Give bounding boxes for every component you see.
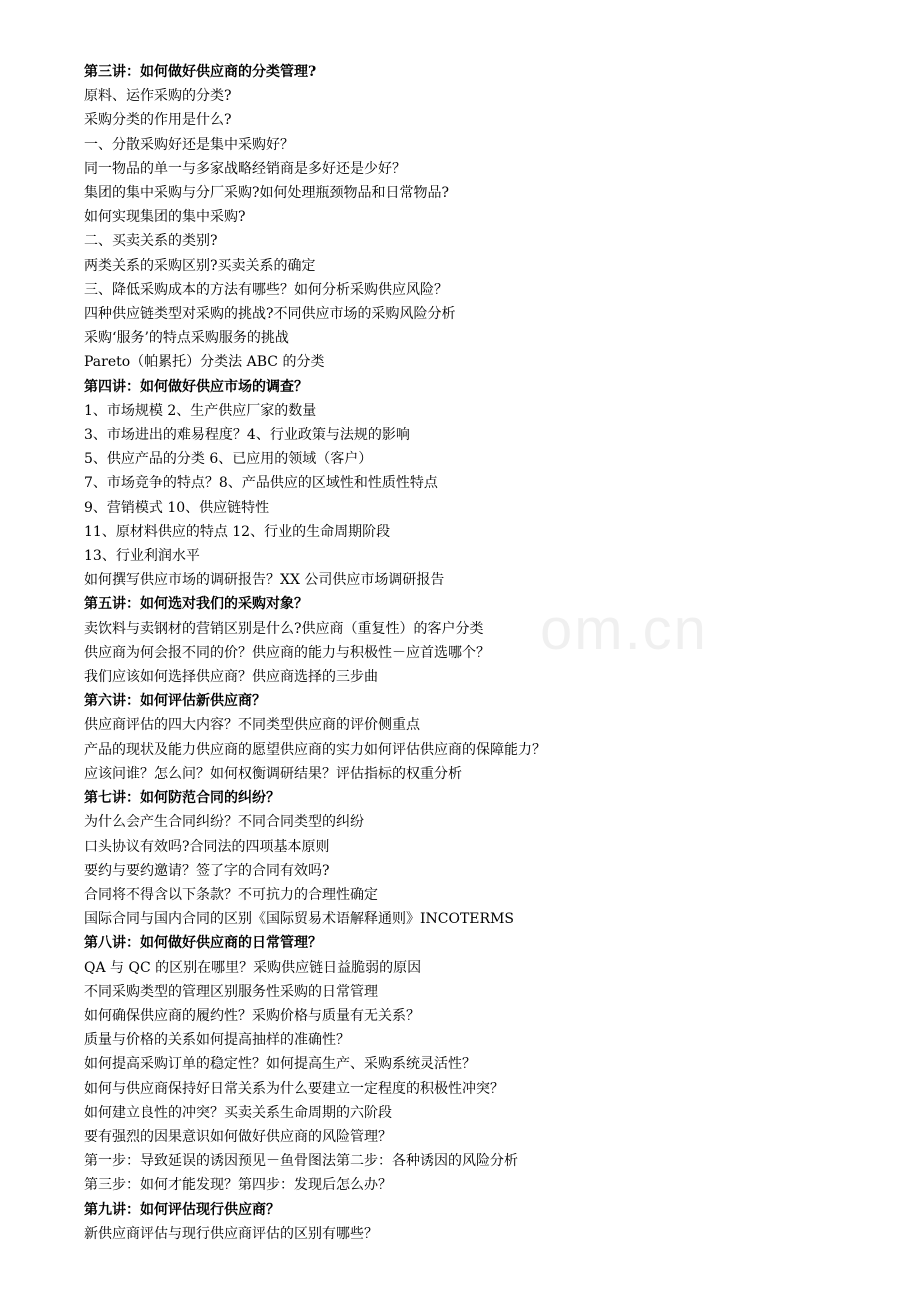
text-line: 如何建立良性的冲突？买卖关系生命周期的六阶段	[84, 1104, 392, 1121]
text-line: 1、市场规模 2、生产供应厂家的数量	[84, 402, 317, 419]
text-line: 国际合同与国内合同的区别《国际贸易术语解释通则》INCOTERMS	[84, 911, 514, 928]
text-line: 如何提高采购订单的稳定性？如何提高生产、采购系统灵活性？	[84, 1056, 476, 1073]
text-line: 不同采购类型的管理区别服务性采购的日常管理	[84, 983, 378, 1000]
text-line: 要约与要约邀请？签了字的合同有效吗?	[84, 862, 330, 879]
text-line: 质量与价格的关系如何提高抽样的准确性？	[84, 1032, 350, 1049]
text-line: 一、分散采购好还是集中采购好？	[84, 136, 294, 153]
text-line: 口头协议有效吗?合同法的四项基本原则	[84, 838, 330, 855]
text-line: 四种供应链类型对采购的挑战?不同供应市场的采购风险分析	[84, 306, 456, 323]
text-line: 如何确保供应商的履约性？采购价格与质量有无关系？	[84, 1007, 420, 1024]
text-line: QA 与 QC 的区别在哪里？采购供应链日益脆弱的原因	[84, 959, 422, 976]
text-line: 二、买卖关系的类别?	[84, 233, 218, 250]
text-line: 如何撰写供应市场的调研报告？XX 公司供应市场调研报告	[84, 572, 445, 589]
text-line: 产品的现状及能力供应商的愿望供应商的实力如何评估供应商的保障能力？	[84, 741, 546, 758]
section-heading: 第九讲：如何评估现行供应商？	[84, 1201, 280, 1218]
text-line: Pareto（帕累托）分类法 ABC 的分类	[84, 354, 325, 371]
text-line: 三、降低采购成本的方法有哪些？如何分析采购供应风险？	[84, 281, 448, 298]
text-line: 第一步：导致延误的诱因预见－鱼骨图法第二步：各种诱因的风险分析	[84, 1153, 518, 1170]
section-heading: 第七讲：如何防范合同的纠纷？	[84, 790, 280, 807]
text-line: 卖饮料与卖钢材的营销区别是什么?供应商（重复性）的客户分类	[84, 620, 484, 637]
text-line: 为什么会产生合同纠纷？不同合同类型的纠纷	[84, 814, 364, 831]
text-line: 集团的集中采购与分厂采购?如何处理瓶颈物品和日常物品?	[84, 185, 450, 202]
text-line: 采购‘服务’的特点采购服务的挑战	[84, 330, 289, 347]
text-line: 新供应商评估与现行供应商评估的区别有哪些？	[84, 1225, 378, 1242]
text-line: 供应商评估的四大内容？不同类型供应商的评价侧重点	[84, 717, 420, 734]
text-line: 采购分类的作用是什么?	[84, 112, 232, 129]
section-heading: 第六讲：如何评估新供应商？	[84, 693, 266, 710]
text-line: 如何实现集团的集中采购?	[84, 209, 246, 226]
text-line: 要有强烈的因果意识如何做好供应商的风险管理？	[84, 1128, 392, 1145]
text-line: 同一物品的单一与多家战略经销商是多好还是少好？	[84, 160, 406, 177]
text-line: 我们应该如何选择供应商？供应商选择的三步曲	[84, 669, 378, 686]
document-body	[84, 60, 884, 1246]
section-heading: 第五讲：如何选对我们的采购对象？	[84, 596, 308, 613]
text-line: 合同将不得含以下条款？不可抗力的合理性确定	[84, 886, 378, 903]
section-heading: 第八讲：如何做好供应商的日常管理？	[84, 935, 322, 952]
text-line: 第三步：如何才能发现？第四步：发现后怎么办？	[84, 1177, 392, 1194]
text-line: 供应商为何会报不同的价？供应商的能力与积极性－应首选哪个？	[84, 644, 490, 661]
text-line: 3、市场进出的难易程度？4、行业政策与法规的影响	[84, 427, 410, 444]
watermark: om.cn	[540, 597, 708, 662]
text-line: 应该问谁？怎么问？如何权衡调研结果？评估指标的权重分析	[84, 765, 462, 782]
section-heading: 第四讲：如何做好供应市场的调查？	[84, 378, 308, 395]
text-line: 13、行业利润水平	[84, 548, 200, 565]
text-line: 原料、运作采购的分类?	[84, 88, 232, 105]
text-line: 7、市场竞争的特点？8、产品供应的区域性和性质性特点	[84, 475, 438, 492]
section-heading: 第三讲：如何做好供应商的分类管理?	[84, 64, 317, 80]
text-line: 两类关系的采购区别?买卖关系的确定	[84, 257, 316, 274]
text-line: 9、营销模式 10、供应链特性	[84, 499, 270, 516]
text-line: 5、供应产品的分类 6、已应用的领域（客户）	[84, 451, 373, 468]
text-line: 如何与供应商保持好日常关系为什么要建立一定程度的积极性冲突？	[84, 1080, 504, 1097]
text-line: 11、原材料供应的特点 12、行业的生命周期阶段	[84, 523, 391, 540]
